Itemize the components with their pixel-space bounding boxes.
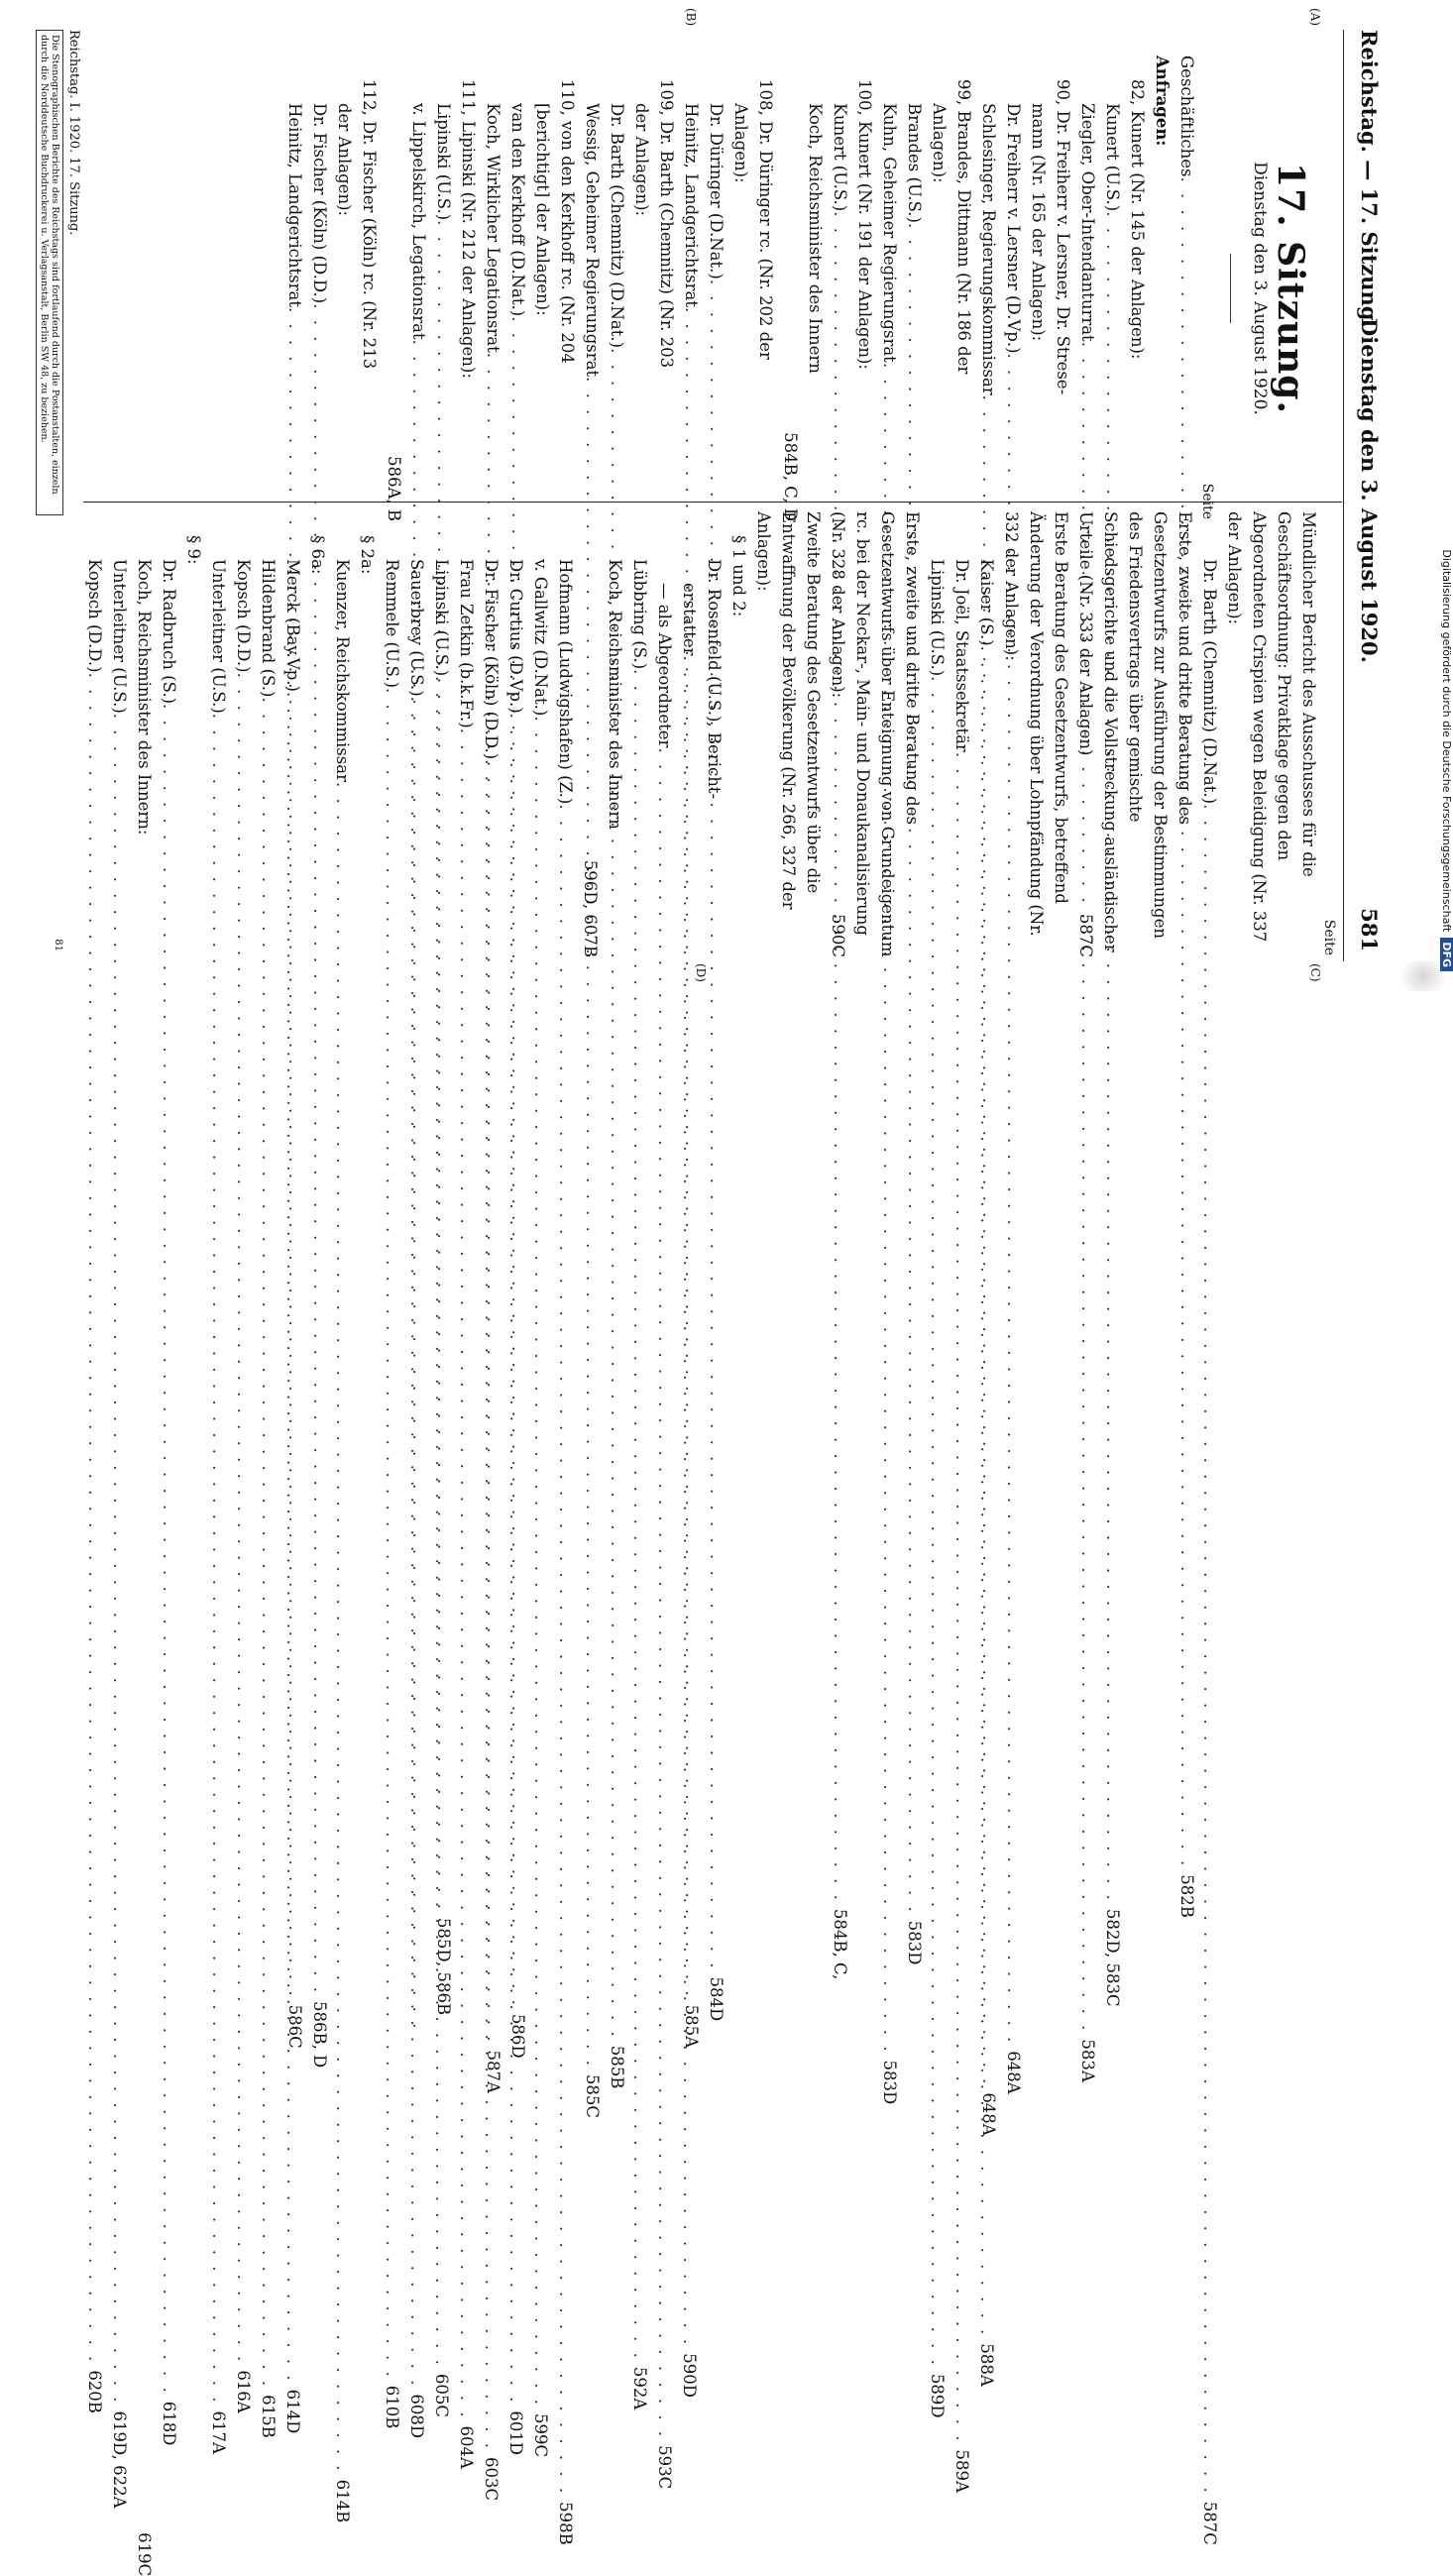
left-entry-text: der Anlagen): <box>632 103 651 217</box>
left-entry-leader <box>1100 211 1125 1903</box>
margin-mark-d: (D) <box>694 963 708 982</box>
right-entry <box>1073 511 1197 957</box>
right-entry-leader <box>528 716 553 2408</box>
right-entry-page: 610B <box>383 2385 401 2429</box>
right-entry-text: Remmele (U.S.) <box>383 559 401 689</box>
right-entry-page: 605C <box>432 2373 451 2417</box>
right-entry <box>603 511 627 957</box>
digitization-banner <box>1440 0 1453 991</box>
right-entry-leader <box>553 804 578 2496</box>
right-entry-leader <box>82 673 107 2365</box>
right-entry <box>231 511 256 2413</box>
session-title: 17. Sitzung. <box>1270 163 1311 414</box>
right-entry-text: § 1 und 2: <box>729 535 748 617</box>
right-entry-page: 593C <box>655 2445 674 2490</box>
right-entry <box>925 511 950 2418</box>
header-center: Dienstag den 3. August 1920. <box>1357 318 1382 663</box>
right-entry-text: Dr. Radbruch (S.) <box>160 559 178 705</box>
right-entry <box>157 511 181 2446</box>
left-entry-text: Koch, Wirklicher Legationsrat <box>484 103 503 353</box>
margin-mark-b: (B) <box>684 8 698 27</box>
left-entry-text: v. Lippelskirch, Legationsrat <box>409 103 428 340</box>
right-entry <box>132 511 157 2576</box>
right-entry-leader <box>206 714 231 2406</box>
left-entry-text: Lipinski (U.S.) <box>434 103 453 221</box>
right-entry-page: 589D <box>928 2373 947 2418</box>
page-content <box>34 0 1421 2576</box>
left-entry <box>1051 56 1075 521</box>
right-entry-text: Kaiser (S.) <box>977 559 996 646</box>
left-entry-page: 585C <box>583 2073 602 2118</box>
title-rule <box>1230 254 1231 323</box>
right-entry-page: 614D <box>283 2389 302 2434</box>
left-entry-page: 586C <box>285 2004 304 2049</box>
right-entry <box>702 511 726 957</box>
right-entry <box>1222 511 1321 957</box>
left-entry-page: 582D, 583C <box>1103 1908 1122 2007</box>
right-entry-text: Zweite Beratung des Gesetzentwurfs über die Entwaffnung der Bevölkerung (Nr. 266, 327 der Anlagen): <box>754 511 823 910</box>
right-entry-text: v. Gallwitz (D.Nat.) <box>531 559 550 717</box>
footer-note-box: Die Stenographischen Berichte des Reichstags sind fortlaufend durch die Postanstalten, einzeln durch die Norddeutsche Buchdruckerei u. Verlagsanstalt, Berlin SW 48, zu beziehen. <box>36 30 63 515</box>
right-entry-text: Erste, zweite und dritte Beratung des Gesetzentwurfs zur Ausführung der Bestimmungen des Friedensvertrags über gemischte Schiedsgerichte und die Vollstreckung ausländischer Urteile (Nr. 333 der Anlagen) <box>1076 511 1194 952</box>
right-entry-leader <box>1197 804 1222 2496</box>
left-entry-text: Kunert (U.S.) <box>1103 103 1122 212</box>
right-entry <box>206 511 231 2454</box>
left-entry-page: 583A <box>1078 2039 1097 2082</box>
left-entry <box>406 56 431 521</box>
right-entry-text: Lipinski (U.S.) <box>928 559 947 677</box>
left-entry-text: Kuhn, Geheimer Regierungsrat <box>880 103 899 363</box>
running-header <box>1346 30 1382 952</box>
right-entry-page: 587C <box>1076 913 1095 957</box>
right-entry <box>454 511 479 2469</box>
seite-label-right: Seite <box>1321 919 1337 955</box>
right-entry-text: Sauerbrey (U.S.) <box>407 559 426 697</box>
left-entry <box>357 56 382 521</box>
right-entry <box>652 511 677 2490</box>
right-entry-text: Kopsch (D.D.) <box>85 559 104 673</box>
left-entry <box>1100 56 1125 2007</box>
left-entry-page: 648A <box>979 2092 998 2136</box>
right-entry-page: 619D, 622A <box>110 2410 129 2509</box>
left-entry <box>1150 56 1174 521</box>
left-entry-text: der Anlagen): <box>335 103 354 217</box>
right-entry-leader <box>157 704 181 2396</box>
right-entry-leader <box>107 714 132 2406</box>
dfg-logo: DFG <box>1440 938 1453 971</box>
right-entry-text: Erste Beratung des Gesetzentwurfs, betreffend Änderung der Verordnung über Lohnpfändung (Nr. 332 der Anlagen): <box>1002 511 1070 937</box>
right-entry-text: Kuenzer, Reichskommissar <box>333 559 352 782</box>
right-entry-leader <box>974 646 999 2338</box>
left-entry <box>951 56 976 521</box>
right-entry-page: 620B <box>85 2370 104 2413</box>
right-entry-text: Dr. Joël, Staatssekretär <box>952 559 971 752</box>
right-entry-text: Kopsch (D.D.) <box>234 559 253 673</box>
left-entry <box>902 56 927 1965</box>
right-entry-page: 592A <box>630 2366 649 2410</box>
right-entry-text: Koch, Reichsminister des Innern <box>606 559 624 830</box>
left-entry-page: 585B <box>608 2045 626 2089</box>
right-entry-leader <box>454 728 479 2420</box>
left-entry <box>1174 56 1199 1918</box>
left-entry-page: 586A, B <box>385 455 403 521</box>
right-entry-leader <box>677 656 702 2348</box>
left-entry-text: 82, Kunert (Nr. 145 der Anlagen): <box>1128 79 1147 360</box>
left-entry-text: Heinitz, Landgerichtsrat <box>682 103 701 307</box>
left-entry-page: 584B, C, <box>831 1908 849 1980</box>
left-entry-text: Ziegler, Ober-Intendanturrat <box>1078 103 1097 342</box>
right-entry-leader <box>330 782 355 2474</box>
left-entry <box>927 56 951 521</box>
right-entry-leader <box>429 676 454 2368</box>
digitization-note: Digitalisierung gefördert durch die Deutsche Forschungsgemeinschaft <box>1440 549 1453 933</box>
right-entry <box>107 511 132 2509</box>
left-entry <box>1001 56 1026 2094</box>
left-entry-text: Heinitz, Landgerichtsrat <box>285 103 304 307</box>
left-entry <box>654 56 679 521</box>
left-entry-leader <box>828 211 852 1903</box>
left-entry-page: 583D <box>905 1920 924 1965</box>
right-entry-text: Merck (Bay.Vp.) <box>283 559 302 692</box>
left-entry <box>753 56 778 521</box>
right-entry-page: 590D <box>680 2353 699 2398</box>
right-entry-page: 588A <box>977 2343 996 2387</box>
right-entry-page: 603C <box>482 2456 501 2502</box>
right-entry-text: — als Abgeordneter <box>655 583 674 748</box>
left-entry-text: Dr. Barth (Chemnitz) (D.Nat.) <box>608 103 626 349</box>
right-entry-page: 616A <box>234 2370 253 2413</box>
right-entry-page: 617A <box>209 2410 228 2454</box>
left-entry-text: van den Kerkhoff (D.Nat.) <box>508 103 527 317</box>
left-entry-page: 586B, D <box>310 2000 329 2069</box>
right-entry-page: 614B <box>333 2479 352 2523</box>
right-entry-leader <box>503 714 528 2406</box>
right-entry-page: 615B <box>259 2395 278 2438</box>
right-entry <box>82 511 107 2413</box>
right-entry <box>181 511 206 957</box>
margin-mark-a: (A) <box>1308 8 1322 27</box>
right-entry-page: 590C <box>829 913 847 957</box>
left-entry <box>1026 56 1051 521</box>
right-entry <box>305 511 330 957</box>
left-entry-text: Dr. Fischer (Köln) (D.D.) <box>310 103 329 304</box>
left-entry-text: 90, Dr. Freiherr v. Lersner, Dr. Strese- <box>1054 79 1072 395</box>
right-entry-page: 598B <box>556 2502 575 2545</box>
right-entry-text: Unterleitner (U.S.) <box>209 559 228 714</box>
left-entry-text: 99, Brandes, Dittmann (Nr. 186 der <box>954 79 973 375</box>
left-entry-text: Anfragen: <box>1153 56 1172 147</box>
left-entry <box>555 56 580 521</box>
right-entry-text: § 6a: <box>308 535 327 575</box>
left-entry-text: Anlagen): <box>731 103 750 183</box>
right-entry-text: Mündlicher Bericht des Ausschusses für die Geschäftsordnung: Privatklage gegen den Abgeordneten Crispien wegen Beleidigung (Nr. 337 der Anlagen): <box>1225 511 1318 943</box>
right-entry-leader <box>256 697 280 2389</box>
margin-mark-c: (C) <box>1308 963 1322 982</box>
right-entry <box>355 511 380 957</box>
right-entry <box>330 511 355 2523</box>
right-entry-text: Unterleitner (U.S.) <box>110 559 129 714</box>
right-entry <box>751 511 826 957</box>
left-entry-page: 585A <box>682 2004 701 2049</box>
left-entry <box>728 56 753 521</box>
left-entry <box>530 56 555 521</box>
right-entry-leader <box>380 688 404 2380</box>
right-entry-text: Dr. Curtius (D.Vp.) <box>506 559 525 714</box>
right-entry <box>578 511 603 957</box>
left-entry-leader <box>1174 177 1199 1869</box>
left-entry-text: 100, Kunert (Nr. 191 der Anlagen): <box>855 79 874 370</box>
left-entry <box>431 56 456 2016</box>
signature-mark: 81 <box>53 939 63 952</box>
left-entry-text: 110, von den Kerkhoff rc. (Nr. 204 <box>558 79 577 364</box>
left-entry-text: mann (Nr. 165 der Anlagen): <box>1029 103 1048 342</box>
right-entry-page: 589A <box>952 2449 971 2493</box>
right-entry <box>404 511 429 2439</box>
right-entry-page: 587C <box>1200 2501 1219 2545</box>
left-entry-text: Koch, Reichsminister des Innern <box>806 103 825 374</box>
left-entry-page: 648A <box>1004 2051 1023 2094</box>
right-entry-text: Lübbring (S.) <box>630 559 649 670</box>
footer-signature: Reichstag. I. 1920. 17. Sitzung. <box>66 30 81 236</box>
left-entry <box>852 56 877 521</box>
left-entry-text: 108, Dr. Düringer rc. (Nr. 202 der <box>756 79 775 360</box>
left-entry-text: 111, Lipinski (Nr. 212 der Anlagen): <box>459 79 478 379</box>
right-entry-leader <box>280 692 305 2384</box>
right-entry-text: Erste, zweite und dritte Beratung des Gesetzentwurfs über Enteignung von Grundeigentum rc. bei der Neckar-, Main- und Donaukanalisierung (Nr. 328 der Anlagen): <box>829 511 922 957</box>
right-entry-page: 596D, 607B <box>581 859 600 957</box>
right-entry-page: 618D <box>160 2401 178 2446</box>
left-entry-text: [berichtigt] der Anlagen): <box>533 103 552 316</box>
left-entry <box>382 56 406 521</box>
left-entry-page: 584D <box>707 1976 726 2022</box>
right-entry-text: Lipinski (U.S.) <box>432 559 451 677</box>
right-entry-page: 601D <box>506 2410 525 2456</box>
left-entry-text: Schlesinger, Regierungskommissar <box>979 103 998 395</box>
right-entry-text: Dr. Fischer (Köln) (D.D.) <box>482 559 501 760</box>
left-entry-page: 584B, C, D <box>781 432 800 521</box>
right-entry <box>528 511 553 2458</box>
left-entry-page: 587A <box>484 2050 503 2093</box>
left-entry <box>456 56 481 521</box>
left-entry-text: 109, Dr. Barth (Chemnitz) (Nr. 203 <box>657 79 676 369</box>
left-entry <box>803 56 828 521</box>
left-entry-page: 582B <box>1177 1874 1196 1918</box>
right-entry-text: Hildenbrand (S.) <box>259 559 278 698</box>
left-entry <box>332 56 357 521</box>
right-entry-text: erstatter <box>680 583 699 656</box>
right-entry-text: § 2a: <box>358 535 377 575</box>
right-entry-text: Hofmann (Ludwigshafen) (Z.) <box>556 559 575 805</box>
right-entry <box>1197 511 1222 2545</box>
left-entry <box>629 56 654 521</box>
right-entry <box>999 511 1073 957</box>
right-entry <box>627 511 652 2410</box>
right-entry-text: Koch, Reichsminister des Innern: <box>135 559 154 836</box>
header-rule <box>1343 30 1344 961</box>
seite-label-left: Seite <box>1199 483 1215 519</box>
right-entry <box>826 511 925 957</box>
right-entry-page: 604A <box>457 2425 476 2469</box>
left-entry-text: Geschäftliches <box>1177 56 1196 177</box>
page-number: 581 <box>1357 908 1382 952</box>
left-entry-page: 583D <box>880 2060 899 2105</box>
left-entry-text: Wessig, Geheimer Regierungsrat <box>583 103 602 378</box>
right-entry <box>726 511 751 957</box>
right-entry-text: Frau Zetkin (b.k.Fr.) <box>457 559 476 728</box>
left-entry-text: Dr. Düringer (D.Nat.) <box>707 103 726 280</box>
right-entry <box>950 511 974 2493</box>
right-entry-leader <box>950 752 974 2444</box>
right-entry-page: 619C <box>135 2532 154 2576</box>
left-entry-leader <box>902 223 927 1915</box>
right-entry <box>256 511 280 2438</box>
right-entry-leader <box>652 747 677 2439</box>
left-entry-page: 585D, 586B <box>434 1917 453 2016</box>
left-entry-text: Anlagen): <box>930 103 949 183</box>
left-entry-text: Brandes (U.S.) <box>905 103 924 223</box>
right-entry <box>380 511 404 2429</box>
right-entry-leader <box>925 676 950 2368</box>
left-entry-page: 586D <box>508 2013 527 2059</box>
right-entry-leader <box>404 697 429 2389</box>
right-entry <box>553 511 578 2545</box>
right-entry-text: Dr. Barth (Chemnitz) (D.Nat.) <box>1200 559 1219 805</box>
header-left: Reichstag. — 17. Sitzung. <box>1357 30 1382 328</box>
left-entry <box>778 56 803 521</box>
left-entry-text: Dr. Freiherr v. Lersner (D.Vp.) <box>1004 103 1023 354</box>
right-entry-leader <box>231 673 256 2365</box>
right-entry-text: Dr. Rosenfeld (U.S.), Bericht- <box>705 559 724 800</box>
left-entry <box>877 56 902 2105</box>
right-entry-leader <box>479 759 503 2451</box>
right-entry-page: 608D <box>407 2394 426 2439</box>
session-date: Dienstag den 3. August 1920. <box>1250 162 1270 415</box>
left-entry-text: 112, Dr. Fischer (Köln) rc. (Nr. 213 <box>360 79 379 370</box>
right-entry-leader <box>627 669 652 2361</box>
left-entry <box>1125 56 1150 521</box>
right-entry-page: 599C <box>531 2413 550 2458</box>
left-entry-text: Kunert (U.S.) <box>831 103 849 212</box>
right-entry-text: § 9: <box>184 535 203 565</box>
